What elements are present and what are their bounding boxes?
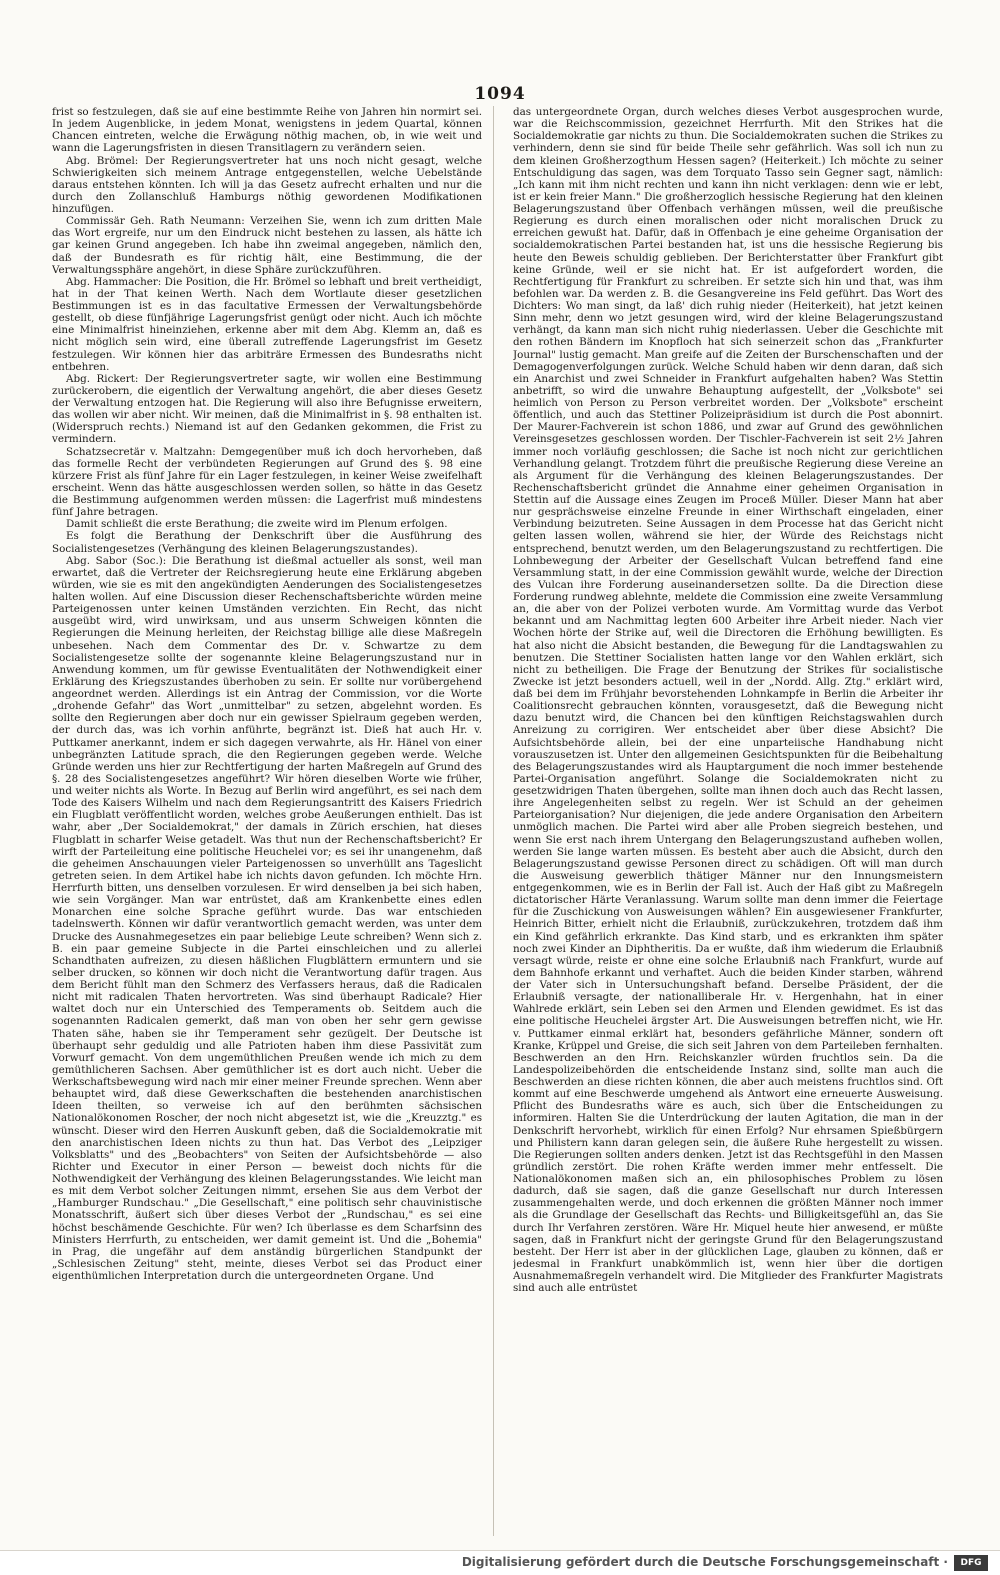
right-column — [513, 106, 943, 1536]
footer-credit: Digitalisierung gefördert durch die Deutsche Forschungsgemeinschaft · — [461, 1555, 948, 1569]
paragraph: frist so festzulegen, daß sie auf eine bestimmte Reihe von Jahren hin normirt sei. In jedem Augenblicke, in jedem Monat, wenigstens in jedem Quartal, können Chancen eintreten, welche die Erwägung nöthig machen, ob, in wie weit und wann die Lagerungsfristen in diesen Transitlagern zu verändern seien. — [52, 106, 482, 155]
column-divider — [493, 106, 494, 1536]
paragraph: Abg. Sabor (Soc.): Die Berathung ist dießmal actueller als sonst, weil man erwartet, daß die Vertreter der Reichsregierung heute eine Erklärung abgeben würden, wie sie es mit den angekündigten Aenderungen des Socialistengesetzes halten wollen. Auf eine Discussion dieser Rechenschaftsberichte würden meine Parteigenossen unter keinen Umständen verzichten. Ein Recht, das nicht ausgeübt wird, wird unwirksam, und aus unserm Schweigen könnten die Regierungen die Meinung herleiten, der Reichstag billige alle diese Maßregeln unbesehen. Nach dem Commentar des Dr. v. Schwartze zu dem Socialistengesetze sollte der sogenannte kleine Belagerungszustand nur in Anwendung kommen, um für gewisse Eventualitäten der Nothwendigkeit einer Erklärung des Kriegszustandes überhoben zu sein. Er sollte nur vorübergehend angeordnet werden. Allerdings ist ein Antrag der Commission, vor die Worte „drohende Gefahr" das Wort „unmittelbar" zu setzen, abgelehnt worden. Es sollte den Regierungen aber doch nur ein gewisser Spielraum gegeben werden, der durch das, was ich vorhin anführte, begränzt ist. Dieß hat auch Hr. v. Puttkamer anerkannt, indem er sich dagegen verwahrte, als Hr. Hänel von einer unbegränzten Latitude sprach, die den Regierungen gegeben werde. Welche Gründe werden uns hier zur Rechtfertigung der harten Maßregeln auf Grund des §. 28 des Socialistengesetzes angeführt? Wir hören dieselben Worte wie früher, und weiter nichts als Worte. In Bezug auf Berlin wird angeführt, es sei nach dem Tode des Kaisers Wilhelm und nach dem Regierungsantritt des Kaisers Friedrich ein Flugblatt veröffentlicht worden, welches grobe Aeußerungen enthielt. Das ist wahr, aber „Der Socialdemokrat," der damals in Zürich erschien, hat dieses Flugblatt in scharfer Weise getadelt. Was thut nun der Rechenschaftsbericht? Er wirft der Parteileitung eine politische Heuchelei vor; es sei ihr unangenehm, daß die geheimen Anschauungen vieler Parteigenossen so unverhüllt ans Tageslicht getreten seien. In dem Artikel habe ich nichts davon gefunden. Ich möchte Hrn. Herrfurth bitten, uns denselben vorzulesen. Er wird denselben ja bei sich haben, wie sein Vorgänger. Man war entrüstet, daß am Krankenbette eines edlen Monarchen eine solche Sprache geführt wurde. Das war entschieden tadelnswerth. Können wir dafür verantwortlich gemacht werden, was unter dem Drucke des Ausnahmegesetzes ein paar beliebige Leute schreiben? Wenn sich z. B. ein paar gemeine Subjecte in die Partei einschleichen und zu allerlei Schandthaten aufreizen, zu diesen häßlichen Flugblättern ermuntern und sie selber drucken, so können wir doch nicht die Verantwortung dafür tragen. Aus dem Bericht fühlt man den Schmerz des Verfassers heraus, daß die Radicalen nicht mit radicalen Thaten hervortreten. Was sind überhaupt Radicale? Hier waltet doch nur ein Unterschied des Temperaments ob. Seitdem auch die sogenannten Radicalen gemerkt, daß man von oben her sehr gern gewisse Thaten sähe, haben sie ihr Temperament sehr gezügelt. Der Deutsche ist überhaupt sehr geduldig und alle Patrioten haben ihm diese Passivität zum Vorwurf gemacht. Von dem ungemüthlichen Preußen wende ich mich zu dem gemüthlicheren Sachsen. Aber gemüthlicher ist es dort auch nicht. Ueber die Werkschaftsbewegung wird nach mir einer meiner Freunde sprechen. Wenn aber behauptet wird, daß diese Gewerkschaften die bestehenden anarchistischen Ideen theilten, so verweise ich auf den berühmten sächsischen Nationalökonomen Roscher, der noch nicht abgesetzt ist, wie die „Kreuzztg." es wünscht. Dieser wird den Herren Auskunft geben, daß die Socialdemokratie mit den anarchistischen Ideen nichts zu thun hat. Das Verbot des „Leipziger Volksblatts" und des „Beobachters" von Seiten der Aufsichtsbehörde — also Richter und Executor in einer Person — beweist doch nichts für die Nothwendigkeit der Verhängung des kleinen Belagerungsstandes. Wie leicht man es mit dem Verbot solcher Zeitungen nimmt, ersehen Sie aus dem Verbot der „Hamburger Rundschau." „Die Gesellschaft," eine politisch sehr chauvinistische Monatsschrift, äußert sich über dieses Verbot der „Rundschau," es sei eine höchst beschämende Geschichte. Für wen? Ich überlasse es dem Scharfsinn des Ministers Herrfurth, zu entscheiden, wer damit gemeint ist. Und die „Bohemia" in Prag, die ungefähr auf dem anständig bürgerlichen Standpunkt der „Schlesischen Zeitung" steht, meinte, dieses Verbot sei das Product einer eigenthümlichen Interpretation durch die untergeordneten Organe. Und — [52, 554, 482, 1282]
paragraph: Commissär Geh. Rath Neumann: Verzeihen Sie, wenn ich zum dritten Male das Wort ergreife, nur um den Eindruck nicht bestehen zu lassen, als hätte ich gar keinen Grund angegeben. Ich habe ihn zweimal angegeben, nämlich den, daß der Bundesrath es für richtig hält, eine Bestimmung, die der Verwaltungssphäre angehört, in diese Sphäre zurückzuführen. — [52, 215, 482, 276]
left-column — [52, 106, 482, 1536]
paragraph: Es folgt die Berathung der Denkschrift über die Ausführung des Socialistengesetzes (Verhängung des kleinen Belagerungszustandes). — [52, 530, 482, 555]
paragraph: Abg. Brömel: Der Regierungsvertreter hat uns noch nicht gesagt, welche Schwierigkeiten sich meinem Antrage entgegenstellen, welche Uebelstände daraus entstehen könnten. Ich will ja das Gesetz aufrecht erhalten und nur die durch den Zollanschluß Hamburgs nöthig gewordenen Modifikationen hinzufügen. — [52, 154, 482, 215]
paragraph: Abg. Hammacher: Die Position, die Hr. Brömel so lebhaft und breit vertheidigt, hat in der That keinen Werth. Nach dem Wortlaute dieser gesetzlichen Bestimmungen ist es in das facultative Ermessen der Verwaltungsbehörde gestellt, ob diese fünfjährige Lagerungsfrist genügt oder nicht. Auch ich möchte eine Minimalfrist hineinziehen, erkenne aber mit dem Abg. Klemm an, daß es nicht möglich sein wird, eine überall zutreffende Lagerungsfrist im Gesetz festzulegen. Wir können hier das arbiträre Ermessen des Bundesraths nicht entbehren. — [52, 275, 482, 373]
paragraph: Damit schließt die erste Berathung; die zweite wird im Plenum erfolgen. — [66, 518, 448, 531]
page-number: 1094 — [474, 84, 526, 104]
dfg-logo: DFG — [954, 1555, 988, 1571]
paragraph: das untergeordnete Organ, durch welches dieses Verbot ausgesprochen wurde, war die Reichscommission, gezeichnet Herrfurth. Mit den Strikes hat die Socialdemokratie gar nichts zu thun. Die Socialdemokraten suchen die Strikes zu verhindern, denn sie sind für beide Theile sehr gefährlich. Was soll ich nun zu dem kleinen Großherzogthum Hessen sagen? (Heiterkeit.) Ich möchte zu seiner Entschuldigung das sagen, was dem Torquato Tasso sein Gegner sagt, nämlich: „Ich kann mit ihm nicht rechten und kann ihn nicht verklagen: denn wie er lebt, ist er kein freier Mann." Die großherzoglich hessische Regierung hat den kleinen Belagerungszustand über Offenbach verhängen müssen, weil die preußische Regierung es durch einen moralischen oder nicht moralischen Druck zu erreichen gewußt hat. Dafür, daß in Offenbach je eine geheime Organisation der socialdemokratischen Partei bestanden hat, ist uns die hessische Regierung bis heute den Beweis schuldig geblieben. Der Berichterstatter über Frankfurt gibt keine Gründe, weil er sie nicht hat. Er ist aufgefordert worden, die Rechtfertigung für Frankfurt zu schreiben. Er setzte sich hin und that, was ihm befohlen war. Da werden z. B. die Gesangvereine ins Feld geführt. Das Wort des Dichters: Wo man singt, da laß' dich ruhig nieder (Heiterkeit), hat jetzt keinen Sinn mehr, denn wo jetzt gesungen wird, wird der kleine Belagerungszustand verhängt, da kann man sich nicht ruhig niederlassen. Ueber die Geschichte mit den rothen Bändern im Knopfloch hat sich seinerzeit schon das „Frankfurter Journal" lustig gemacht. Man greife auf die Zeiten der Burschenschaften und der Demagogenverfolgungen zurück. Welche Schuld haben wir denn daran, daß sich ein Anarchist und zwei Schneider in Frankfurt aufgehalten haben? Was Stettin anbetrifft, so wird die unwahre Behauptung aufgestellt, der „Volksbote" sei heimlich von Person zu Person verbreitet worden. Der „Volksbote" erscheint öffentlich, und auch das Stettiner Polizeipräsidium ist durch die Post abonnirt. Der Maurer-Fachverein ist schon 1886, und zwar auf Grund des gewöhnlichen Vereinsgesetzes geschlossen worden. Der Tischler-Fachverein ist seit 2½ Jahren immer noch vorläufig geschlossen; die Sache ist noch nicht zur gerichtlichen Verhandlung gelangt. Trotzdem führt die preußische Regierung diese Vereine an als Argument für die Verhängung des kleinen Belagerungszustandes. Der Rechenschaftsbericht gründet die Annahme einer geheimen Organisation in Stettin auf die Aussage eines Zeugen im Proceß Müller. Dieser Mann hat aber nur gesprächsweise einzelne Freunde in einer Wirthschaft eingeladen, einer Verbindung beizutreten. Seine Aussagen in dem Processe hat das Gericht nicht gelten lassen wollen, während sie hier, der Würde des Reichstags nicht entsprechend, benutzt werden, um den Belagerungszustand zu rechtfertigen. Die Lohnbewegung der Arbeiter der Gesellschaft Vulcan betreffend fand eine Versammlung statt, in der eine Commission gewählt wurde, welche der Direction des Vulcan ihre Forderung auseinandersetzen sollte. Da die Direction diese Forderung rundweg ablehnte, meldete die Commission eine zweite Versammlung an, die aber von der Polizei verboten wurde. Am Vormittag wurde das Verbot bekannt und am Nachmittag legten 600 Arbeiter ihre Arbeit nieder. Nach vier Wochen hörte der Strike auf, weil die Directoren die Erhöhung bewilligten. Es hat also nicht die Absicht bestanden, die Bewegung für die Landtagswahlen zu benutzen. Die Stettiner Socialisten hatten lange vor den Wahlen erklärt, sich nicht zu betheiligen. Die Frage der Benutzung der Strikes für socialistische Zwecke ist jetzt besonders actuell, weil in der „Nordd. Allg. Ztg." erklärt wird, daß bei dem im Frühjahr bevorstehenden Lohnkampfe in Berlin die Arbeiter ihr Coalitionsrecht gebrauchen könnten, vorausgesetzt, daß die Bewegung nicht dazu benutzt wird, die Chancen bei den künftigen Reichstagswahlen durch Anreizung zu corrigiren. Wer entscheidet aber über diese Absicht? Die Aufsichtsbehörde allein, bei der eine unparteiische Handhabung nicht vorauszusetzen ist. Unter den allgemeinen Gesichtspunkten für die Beibehaltung des Belagerungszustandes wird als Hauptargument die noch immer bestehende Partei-Organisation angeführt. Solange die Socialdemokraten nicht zu gesetzwidrigen Thaten übergehen, sollte man ihnen doch auch das Recht lassen, ihre Angelegenheiten selbst zu regeln. Wer ist Schuld an der geheimen Parteiorganisation? Nur diejenigen, die jede andere Organisation den Arbeitern unmöglich machen. Die Partei wird aber alle Proben siegreich bestehen, und wenn Sie erst nach ihrem Untergang den Belagerungszustand aufheben wollen, werden Sie lange warten müssen. Es besteht aber auch die Absicht, durch den Belagerungszustand gewisse Personen direct zu schädigen. Oft will man durch die Ausweisung gewerblich thätiger Männer nur den Innungsmeistern entgegenkommen, wie es in Berlin der Fall ist. Auch der Haß gibt zu Maßregeln dictatorischer Härte Veranlassung. Warum sollte man denn immer die Feiertage für die Zuschickung von Ausweisungen wählen? Ein ausgewiesener Frankfurter, Heinrich Bitter, erhielt nicht die Erlaubniß, zurückzukehren, trotzdem daß ihm ein Kind gefährlich erkrankte. Das Kind starb, und es erkrankten ihm später noch zwei Kinder an Diphtheritis. Da er wußte, daß ihm wiederum die Erlaubniß versagt würde, reiste er ohne eine solche Erlaubniß nach Frankfurt, wurde auf dem Bahnhofe erkannt und verhaftet. Auch die beiden Kinder starben, während der Vater sich in Untersuchungshaft befand. Derselbe Präsident, der die Erlaubniß versagte, der nationalliberale Hr. v. Hergenhahn, hat in einer Wahlrede erklärt, sein Leben sei den Armen und Elenden gewidmet. Es ist das eine politische Heuchelei ärgster Art. Die Ausweisungen betreffen nicht, wie Hr. v. Puttkamer einmal erklärt hat, besonders gefährliche Männer, sondern oft Kranke, Krüppel und Greise, die sich seit Jahren von dem Parteileben fernhalten. Beschwerden an den Hrn. Reichskanzler würden fruchtlos sein. Da die Landespolizeibehörden die entscheidende Instanz sind, sollte man auch die Beschwerden an diese richten können, die aber auch meistens fruchtlos sind. Oft kommt auf eine Beschwerde umgehend als Antwort eine erneuerte Ausweisung. Pflicht des Bundesraths wäre es auch, sich über die Entscheidungen zu informiren. Halten Sie die Unterdrückung der lauten Agitation, die man in der Denkschrift hervorhebt, wirklich für einen Erfolg? Nur ehrsamen Spießbürgern und Philistern kann daran gelegen sein, die äußere Ruhe hergestellt zu wissen. Die Regierungen sollten anders denken. Jetzt ist das Rechtsgefühl in den Massen gründlich zerstört. Die rohen Kräfte werden immer mehr entfesselt. Die Nationalökonomen maßen sich an, ein philosophisches Problem zu lösen dadurch, daß sie sagen, daß die ganze Gesellschaft nur durch Interessen zusammengehalten werde, und doch erkennen die größten Männer noch immer als die Grundlage der Gesellschaft das Rechts- und Billigkeitsgefühl an, das Sie durch Ihr Verfahren zerstören. Wäre Hr. Miquel heute hier anwesend, er müßte sagen, daß in Frankfurt nicht der geringste Grund für den Belagerungszustand besteht. Der Herr ist aber in der glücklichen Lage, glauben zu können, daß er jedesmal in Frankfurt unabkömmlich ist, wenn hier über die dortigen Ausnahmemaßregeln verhandelt wird. Die Mitglieder des Frankfurter Magistrats sind auch alle entrüstet — [513, 106, 943, 1295]
paragraph: Schatzsecretär v. Maltzahn: Demgegenüber muß ich doch hervorheben, daß das formelle Recht der verbündeten Regierungen auf Grund des §. 98 eine kürzere Frist als fünf Jahre für ein Lager festzulegen, in keiner Weise zweifelhaft erscheint. Wenn das hätte ausgeschlossen werden sollen, so hätte in das Gesetz die Bestimmung aufgenommen werden müssen: die Lagerfrist muß mindestens fünf Jahre betragen. — [52, 445, 482, 519]
footer-bar — [0, 1550, 1000, 1575]
paragraph: Abg. Rickert: Der Regierungsvertreter sagte, wir wollen eine Bestimmung zurückerobern, die eigentlich der Verwaltung angehört, die aber dieses Gesetz der Verwaltung entzogen hat. Die Regierung will also ihre Befugnisse erweitern, das wollen wir aber nicht. Wir meinen, daß die Minimalfrist in §. 98 enthalten ist. (Widerspruch rechts.) Niemand ist auf den Gedanken gekommen, die Frist zu vermindern. — [52, 372, 482, 446]
